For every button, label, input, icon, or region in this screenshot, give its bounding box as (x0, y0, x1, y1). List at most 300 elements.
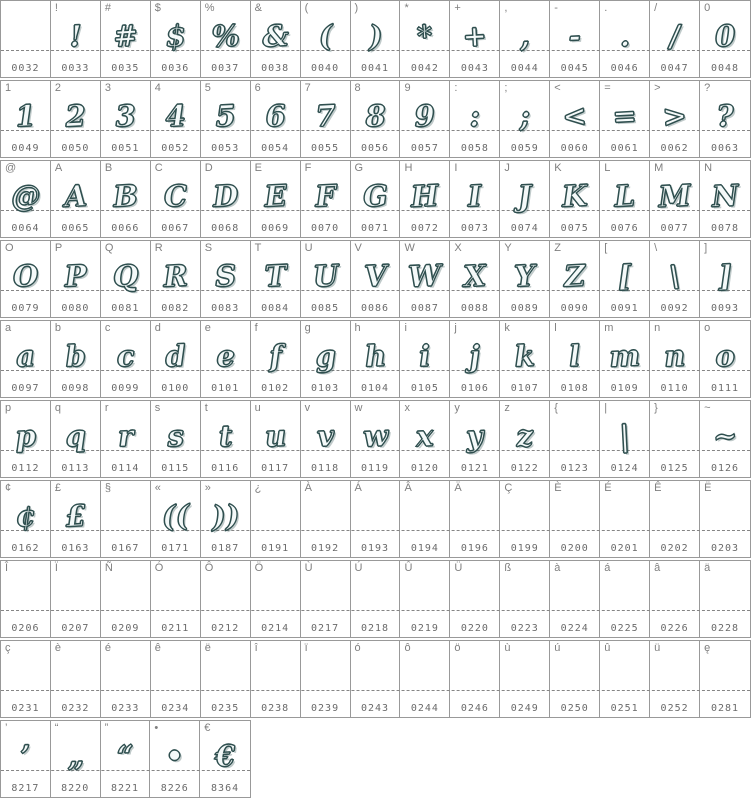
char-label: E (254, 162, 262, 174)
char-label: b (54, 322, 62, 334)
stylized-glyph: # (112, 18, 139, 54)
char-cell (500, 401, 550, 477)
stylized-glyph (549, 492, 600, 533)
stylized-glyph: x (415, 418, 435, 454)
char-label: € (204, 722, 211, 734)
char-label: ( (304, 2, 309, 14)
char-code: 0069 (261, 223, 290, 234)
stylized-glyph: > (661, 98, 688, 134)
char-label: 2 (54, 82, 62, 94)
char-code: 0081 (111, 303, 140, 314)
char-label: ô (404, 642, 411, 654)
char-code: 0162 (11, 543, 40, 554)
char-code: 0116 (211, 463, 240, 474)
char-cell (51, 641, 101, 717)
char-code: 0199 (510, 543, 539, 554)
char-code: 0051 (111, 143, 140, 154)
stylized-glyph (649, 492, 700, 533)
char-code: 0194 (410, 543, 439, 554)
stylized-glyph: = (611, 98, 638, 134)
char-label: Ê (654, 482, 662, 494)
char-cell (201, 561, 251, 637)
char-label: û (604, 642, 611, 654)
char-cell (151, 1, 201, 77)
char-code: 0191 (261, 543, 290, 554)
stylized-glyph: k (514, 338, 536, 374)
char-label: ê (154, 642, 161, 654)
stylized-glyph: [ (617, 258, 633, 294)
char-cell (650, 401, 700, 477)
char-code: 0035 (111, 63, 140, 74)
char-cell (251, 481, 301, 557)
char-code: 0032 (11, 63, 40, 74)
char-cell (51, 721, 101, 797)
char-label: * (404, 2, 409, 14)
char-cell (351, 641, 401, 717)
stylized-glyph: 4 (164, 98, 187, 134)
char-label: G (354, 162, 364, 174)
charmap-row (0, 80, 751, 158)
stylized-glyph (100, 652, 151, 693)
char-cell (251, 241, 301, 317)
char-label: ú (554, 642, 561, 654)
char-cell (351, 561, 401, 637)
char-cell (700, 401, 750, 477)
char-code: 0250 (560, 703, 589, 714)
char-label: A (54, 162, 63, 174)
char-code: 0045 (560, 63, 589, 74)
stylized-glyph: . (618, 18, 631, 54)
stylized-glyph: u (263, 418, 287, 454)
stylized-glyph: c (115, 338, 136, 374)
stylized-glyph (350, 652, 401, 693)
char-code: 0220 (460, 623, 489, 634)
char-label: 9 (404, 82, 411, 94)
char-label: Ô (204, 562, 214, 574)
char-code: 0038 (261, 63, 290, 74)
stylized-glyph: S (214, 258, 237, 294)
stylized-glyph (150, 572, 201, 613)
char-code: 0101 (211, 383, 240, 394)
stylized-glyph: ; (518, 98, 532, 134)
char-label: • (154, 722, 159, 734)
char-label: # (104, 2, 111, 14)
stylized-glyph (100, 572, 151, 613)
stylized-glyph: F (314, 178, 337, 214)
char-label: S (204, 242, 213, 254)
char-cell (201, 161, 251, 237)
stylized-glyph: R (162, 258, 189, 294)
char-code: 0054 (261, 143, 290, 154)
stylized-glyph: 8 (364, 98, 387, 134)
stylized-glyph: d (164, 338, 187, 374)
char-cell (101, 721, 151, 797)
char-cell (51, 321, 101, 397)
stylized-glyph: o (714, 338, 736, 374)
char-label: O (5, 242, 14, 254)
stylized-glyph: g (314, 338, 337, 374)
stylized-glyph: Q (112, 258, 140, 294)
stylized-glyph (100, 492, 151, 533)
char-cell (700, 561, 750, 637)
char-cell (600, 241, 650, 317)
char-cell (301, 81, 351, 157)
char-label: ù (504, 642, 511, 654)
char-cell (51, 241, 101, 317)
char-cell (251, 641, 301, 717)
char-code: 0079 (11, 303, 40, 314)
stylized-glyph: E (263, 178, 288, 214)
char-label: F (304, 162, 312, 174)
char-code: 0202 (660, 543, 689, 554)
char-cell (301, 241, 351, 317)
char-cell (450, 401, 500, 477)
char-cell (101, 401, 151, 477)
char-label: Ñ (104, 562, 113, 574)
char-label: & (254, 2, 262, 14)
char-label: [ (604, 242, 608, 254)
char-code: 0103 (311, 383, 340, 394)
char-cell (500, 561, 550, 637)
stylized-glyph: M (657, 178, 692, 214)
char-code: 0126 (710, 463, 740, 474)
char-code: 0223 (510, 623, 539, 634)
char-label: , (504, 2, 508, 14)
stylized-glyph: K (561, 178, 589, 214)
char-cell (600, 161, 650, 237)
char-code: 0246 (460, 703, 489, 714)
char-code: 0057 (410, 143, 439, 154)
charmap-row (0, 560, 751, 638)
char-cell (700, 241, 750, 317)
char-cell (700, 481, 750, 557)
char-cell (51, 401, 101, 477)
char-label: É (604, 482, 612, 494)
char-cell (400, 241, 450, 317)
char-label: Ó (154, 562, 164, 574)
char-cell (201, 481, 251, 557)
stylized-glyph: / (668, 18, 681, 54)
char-cell (600, 561, 650, 637)
char-label: ¿ (254, 482, 262, 494)
char-code: 0117 (261, 463, 290, 474)
char-code: 0251 (610, 703, 639, 714)
char-label: x (404, 402, 410, 414)
char-code: 0171 (161, 543, 190, 554)
char-code: 0084 (261, 303, 290, 314)
char-code: 0109 (610, 383, 639, 394)
char-cell (101, 81, 151, 157)
char-cell (351, 81, 401, 157)
char-label: â (654, 562, 661, 574)
char-code: 0091 (610, 303, 639, 314)
char-label: B (104, 162, 113, 174)
char-label: r (104, 402, 109, 414)
stylized-glyph: m (608, 338, 642, 374)
char-label: Ä (454, 482, 462, 494)
char-label: 7 (304, 82, 311, 94)
char-code: 0196 (460, 543, 489, 554)
char-code: 0219 (410, 623, 439, 634)
char-cell (251, 161, 301, 237)
char-label: h (354, 322, 361, 334)
char-cell (600, 81, 650, 157)
stylized-glyph: t (217, 418, 233, 454)
stylized-glyph (599, 492, 650, 533)
char-label: / (654, 2, 658, 14)
char-code: 0055 (311, 143, 340, 154)
char-label: ç (5, 642, 11, 654)
char-label: { (554, 402, 558, 414)
char-label: k (504, 322, 510, 334)
char-code: 0078 (710, 223, 740, 234)
char-label: ~ (704, 402, 711, 414)
char-code: 0115 (161, 463, 190, 474)
charmap-row (0, 0, 751, 78)
char-code: 0098 (61, 383, 90, 394)
stylized-glyph (350, 492, 401, 533)
stylized-glyph: L (613, 178, 636, 214)
char-cell (650, 641, 700, 717)
stylized-glyph: : (468, 98, 482, 134)
char-label: 5 (204, 82, 211, 94)
stylized-glyph: b (64, 338, 87, 374)
stylized-glyph: s (166, 418, 185, 454)
stylized-glyph: l (568, 338, 582, 374)
stylized-glyph: C (163, 178, 188, 214)
char-label: v (304, 402, 311, 414)
stylized-glyph: A (63, 178, 88, 214)
stylized-glyph: i (418, 338, 432, 374)
char-code: 0090 (560, 303, 589, 314)
char-label: Y (504, 242, 512, 254)
stylized-glyph: a (15, 338, 36, 374)
stylized-glyph: £ (64, 498, 87, 534)
stylized-glyph: “ (115, 738, 135, 774)
stylized-glyph: D (211, 178, 239, 214)
stylized-glyph: 6 (264, 98, 287, 134)
char-cell (301, 321, 351, 397)
stylized-glyph (350, 572, 401, 613)
char-cell (351, 161, 401, 237)
stylized-glyph: € (214, 738, 237, 774)
char-code: 0066 (111, 223, 140, 234)
char-cell (1, 721, 51, 797)
char-code: 0046 (610, 63, 639, 74)
stylized-glyph (250, 652, 301, 693)
stylized-glyph (449, 572, 500, 613)
char-code: 0049 (11, 143, 40, 154)
char-cell (151, 81, 201, 157)
char-label: I (454, 162, 458, 174)
char-label: 6 (254, 82, 261, 94)
char-cell (51, 81, 101, 157)
char-cell (301, 561, 351, 637)
char-code: 8364 (211, 783, 240, 794)
char-label: - (554, 2, 558, 14)
stylized-glyph: P (63, 258, 88, 294)
char-label: a (5, 322, 12, 334)
char-code: 0097 (11, 383, 40, 394)
char-label: § (104, 482, 111, 494)
char-cell (1, 481, 51, 557)
stylized-glyph (699, 572, 751, 613)
char-cell (151, 561, 201, 637)
char-label: î (254, 642, 258, 654)
char-code: 0111 (710, 383, 740, 394)
char-cell (550, 561, 600, 637)
char-label: ß (504, 562, 512, 574)
char-cell (550, 1, 600, 77)
char-code: 0053 (211, 143, 240, 154)
char-cell (150, 721, 200, 797)
char-label: Â (404, 482, 412, 494)
char-code: 0125 (660, 463, 689, 474)
char-code: 0083 (211, 303, 240, 314)
stylized-glyph (449, 492, 500, 533)
stylized-glyph (0, 572, 51, 613)
char-label: ë (204, 642, 211, 654)
char-label: e (204, 322, 211, 334)
char-cell (201, 401, 251, 477)
stylized-glyph (0, 652, 51, 693)
char-cell (500, 1, 550, 77)
char-label: R (154, 242, 163, 254)
char-code: 0086 (360, 303, 390, 314)
stylized-glyph (549, 572, 600, 613)
stylized-glyph: „ (66, 738, 85, 774)
char-cell (1, 561, 51, 637)
stylized-glyph: % (210, 18, 241, 54)
char-label: L (604, 162, 611, 174)
stylized-glyph: w (361, 418, 389, 454)
char-cell (450, 161, 500, 237)
stylized-glyph: O (12, 258, 40, 294)
stylized-glyph: r (117, 418, 135, 454)
stylized-glyph: I (467, 178, 483, 214)
stylized-glyph (499, 572, 550, 613)
char-cell (500, 81, 550, 157)
char-label: ę (704, 642, 711, 654)
char-code: 0082 (161, 303, 190, 314)
stylized-glyph: ¢ (14, 498, 37, 534)
char-label: @ (5, 162, 17, 174)
stylized-glyph: f (268, 338, 283, 374)
char-label: 8 (354, 82, 361, 94)
stylized-glyph (399, 652, 450, 693)
char-code: 0238 (261, 703, 290, 714)
char-label: Î (5, 562, 9, 574)
char-label: M (654, 162, 664, 174)
char-label: À (304, 482, 312, 494)
stylized-glyph: $ (164, 18, 187, 54)
char-code: 0088 (460, 303, 489, 314)
char-code: 0233 (111, 703, 140, 714)
char-label: s (154, 402, 161, 414)
char-label: 4 (154, 82, 161, 94)
stylized-glyph (599, 572, 650, 613)
char-cell (301, 401, 351, 477)
stylized-glyph: ? (715, 98, 735, 134)
char-label: : (454, 82, 458, 94)
char-label: T (254, 242, 262, 254)
char-cell (1, 401, 51, 477)
char-code: 0167 (111, 543, 140, 554)
char-cell (500, 641, 550, 717)
char-code: 8217 (11, 783, 40, 794)
char-cell (51, 561, 101, 637)
char-cell (51, 481, 101, 557)
char-code: 0249 (510, 703, 539, 714)
char-code: 0122 (510, 463, 539, 474)
char-label: ! (54, 2, 58, 14)
char-code: 0092 (660, 303, 689, 314)
char-cell (400, 401, 450, 477)
char-code: 0212 (211, 623, 240, 634)
stylized-glyph (499, 652, 550, 693)
char-cell (500, 241, 550, 317)
char-code: 0234 (161, 703, 190, 714)
char-label: È (554, 482, 562, 494)
char-label: U (304, 242, 313, 254)
char-label: Ù (304, 562, 313, 574)
stylized-glyph: v (315, 418, 335, 454)
char-label: ü (654, 642, 661, 654)
char-code: 0214 (261, 623, 290, 634)
char-label: d (154, 322, 161, 334)
stylized-glyph (699, 652, 751, 693)
char-label: i (404, 322, 407, 334)
char-code: 0218 (360, 623, 390, 634)
char-code: 0056 (360, 143, 390, 154)
char-cell (550, 641, 600, 717)
char-cell (301, 481, 351, 557)
char-code: 0124 (610, 463, 639, 474)
char-label: Z (554, 242, 561, 254)
char-cell (650, 561, 700, 637)
char-label: % (204, 2, 215, 14)
char-label: ä (704, 562, 711, 574)
char-cell (151, 321, 201, 397)
char-cell (151, 481, 201, 557)
char-cell (450, 641, 500, 717)
char-cell (700, 81, 750, 157)
char-label: “ (54, 722, 59, 734)
char-label: n (654, 322, 661, 334)
char-code: 0114 (111, 463, 140, 474)
char-code: 0065 (61, 223, 90, 234)
char-cell (600, 641, 650, 717)
char-code: 0235 (211, 703, 240, 714)
char-label: | (604, 402, 608, 414)
stylized-glyph: Y (513, 258, 537, 294)
stylized-glyph: J (517, 178, 533, 214)
char-cell (151, 641, 201, 717)
char-cell (650, 161, 700, 237)
char-cell (1, 641, 51, 717)
stylized-glyph: N (711, 178, 740, 214)
char-code: 0228 (710, 623, 740, 634)
stylized-glyph: 2 (64, 98, 87, 134)
stylized-glyph (150, 652, 201, 693)
stylized-glyph: @ (10, 178, 42, 214)
charmap-row (0, 160, 751, 238)
char-code: 0085 (311, 303, 340, 314)
char-label: Ü (454, 562, 463, 574)
char-cell (101, 561, 151, 637)
char-code: 0207 (61, 623, 90, 634)
char-code: 0206 (11, 623, 40, 634)
